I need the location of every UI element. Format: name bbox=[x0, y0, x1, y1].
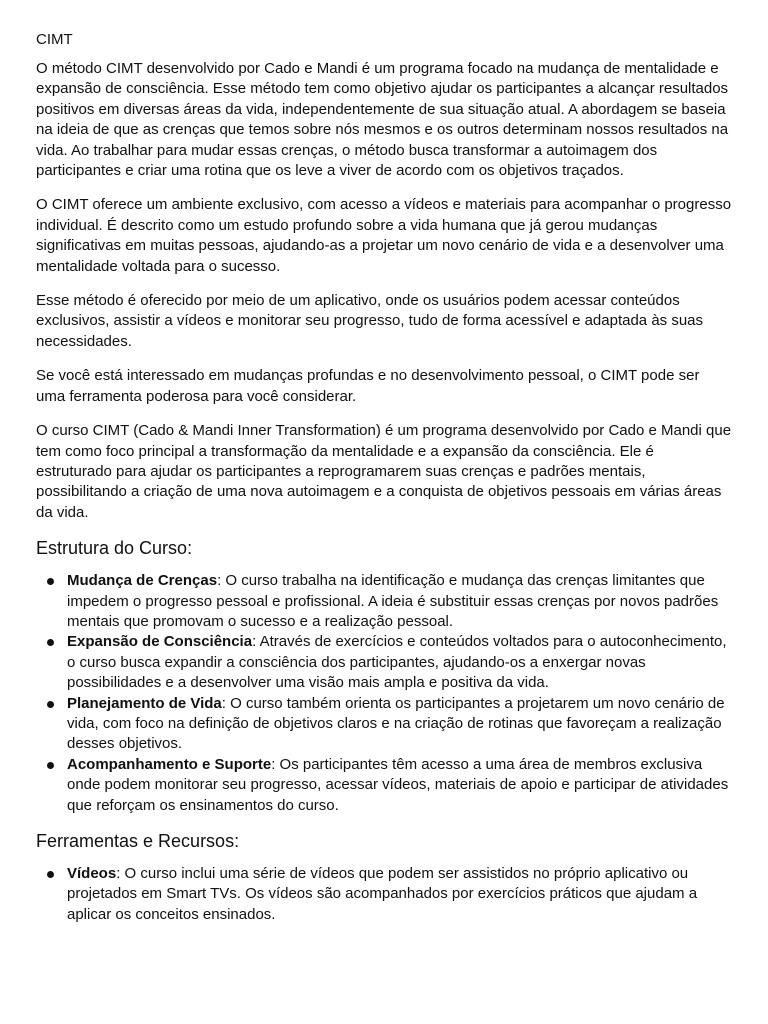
paragraph: Esse método é oferecido por meio de um aplicativo, onde os usuários podem acessar conteúdos exclusivos, assistir a vídeos e monitorar seu progresso, tudo de forma acessível e adaptada às suas necessidades. bbox=[36, 292, 704, 350]
course-structure-list bbox=[36, 571, 732, 816]
section-heading-estrutura: Estrutura do Curso: bbox=[36, 538, 193, 559]
bullet-icon bbox=[47, 762, 54, 769]
list-item-text: : O curso também orienta os participantes a projetarem um novo cenário de vida, com foco na definição de objetivos claros e na criação de rotinas que favoreçam a realização desses objetivos. bbox=[67, 694, 725, 753]
list-item-text: : Os participantes têm acesso a uma área de membros exclusiva onde podem monitorar seu progresso, acessar vídeos, materiais de apoio e participar de atividades que reforçam os ensinamentos do curso. bbox=[67, 755, 729, 814]
bullet-icon bbox=[47, 871, 54, 878]
bullet-icon bbox=[47, 578, 54, 585]
section-heading-ferramentas: Ferramentas e Recursos: bbox=[36, 831, 240, 851]
list-item-text: : Através de exercícios e conteúdos voltados para o autoconhecimento, o curso busca expandir a consciência dos participantes, ajudando-os a enxergar novas possibilidades e a desenvolver uma visão mais ampla e positiva da vida. bbox=[67, 633, 727, 692]
list-item-text: : O curso inclui uma série de vídeos que podem ser assistidos no próprio aplicativo ou projetados em Smart TVs. Os vídeos são acompanhados por exercícios práticos que ajudam a aplicar os conceitos ensinados. bbox=[67, 865, 698, 923]
list-item-term: Mudança de Crenças bbox=[67, 572, 218, 590]
list-item-term: Expansão de Consciência bbox=[67, 633, 253, 651]
paragraph: Se você está interessado em mudanças profundas e no desenvolvimento pessoal, o CIMT pode ser uma ferramenta poderosa para você considerar. bbox=[36, 367, 700, 405]
list-item-term: Acompanhamento e Suporte bbox=[67, 755, 272, 773]
list-item bbox=[36, 694, 732, 755]
list-item bbox=[36, 755, 732, 816]
list-item-term: Vídeos bbox=[67, 865, 117, 882]
paragraph: O método CIMT desenvolvido por Cado e Mandi é um programa focado na mudança de mentalidade e expansão de consciência. Esse método tem como objetivo ajudar os participantes a alcançar resultados positivos em diversas áreas da vida, independentemente de sua situação atual. A abordagem se baseia na ideia de que as crenças que temos sobre nós mesmos e os outros determinam nossos resultados na vida. Ao trabalhar para mudar essas crenças, o método busca transformar a autoimagem dos participantes e criar uma rotina que os leve a viver de acordo com os objetivos traçados. bbox=[36, 60, 729, 180]
bullet-icon bbox=[47, 639, 54, 646]
paragraph: O CIMT oferece um ambiente exclusivo, com acesso a vídeos e materiais para acompanhar o progresso individual. É descrito como um estudo profundo sobre a vida humana que já gerou mudanças significativas em muitas pessoas, ajudando-as a projetar um novo cenário de vida e a desenvolver uma mentalidade voltada para o sucesso. bbox=[36, 196, 732, 275]
list-item bbox=[36, 632, 732, 693]
list-item bbox=[36, 864, 732, 925]
list-item-text: : O curso trabalha na identificação e mudança das crenças limitantes que impedem o progresso pessoal e profissional. A ideia é substituir essas crenças por novos padrões mentais que promovam o sucesso e a realização pessoal. bbox=[67, 572, 719, 630]
list-item-term: Planejamento de Vida bbox=[67, 694, 222, 712]
bullet-icon bbox=[47, 701, 54, 708]
tools-resources-list bbox=[36, 864, 732, 925]
paragraph: O curso CIMT (Cado & Mandi Inner Transformation) é um programa desenvolvido por Cado e Mandi que tem como foco principal a transformação da mentalidade e a expansão da consciência. Ele é estruturado para ajudar os participantes a reprogramarem suas crenças e padrões mentais, possibilitando a criação de uma nova autoimagem e a conquista de objetivos pessoais em várias áreas da vida. bbox=[36, 422, 732, 521]
list-item bbox=[36, 571, 732, 632]
document-title: CIMT bbox=[36, 31, 73, 48]
